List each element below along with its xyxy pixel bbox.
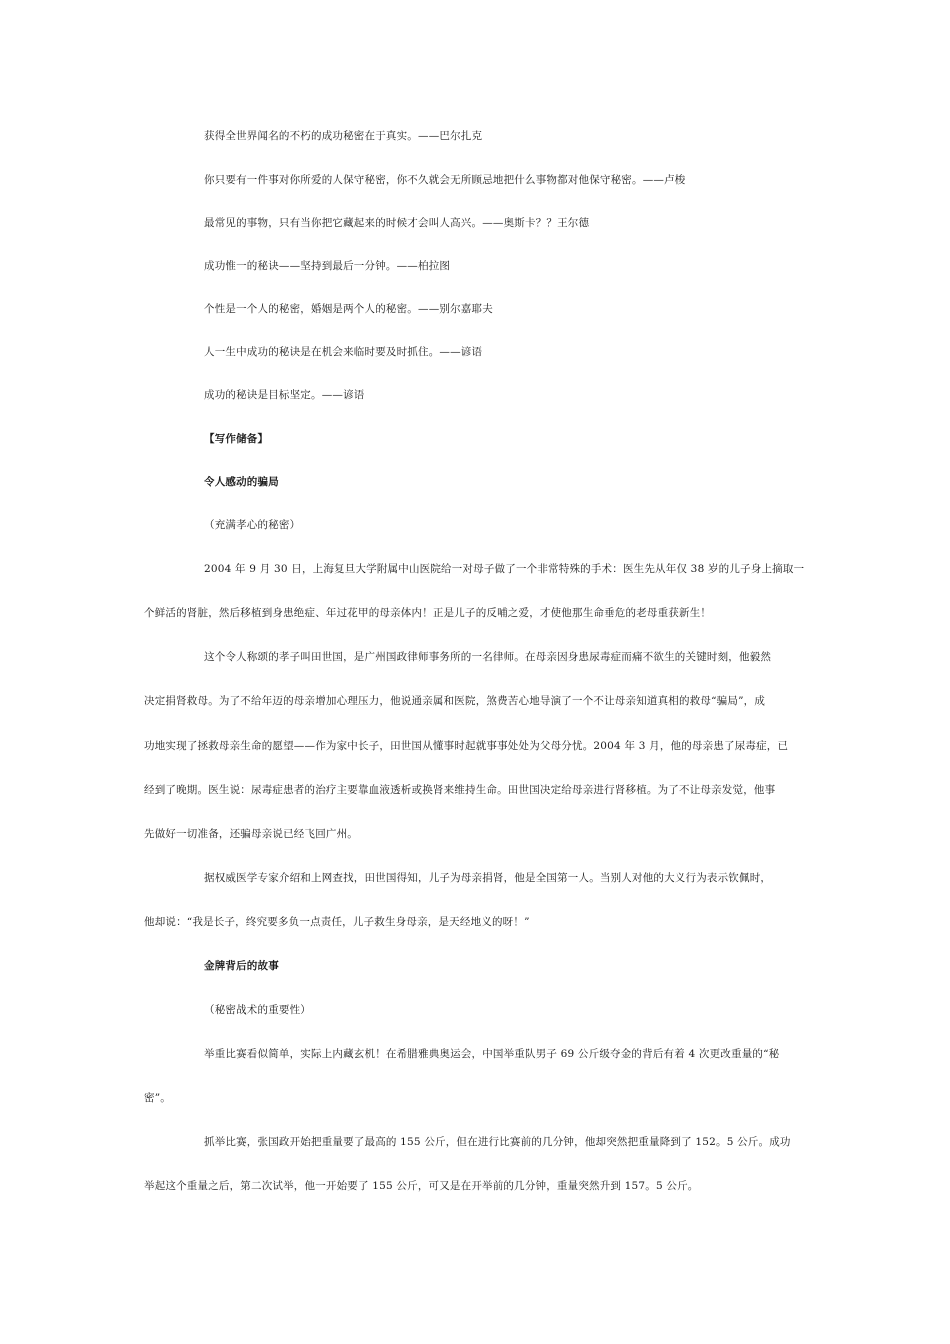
story1-p1-line1: 2004 年 9 月 30 日，上海复旦大学附属中山医院给一对母子做了一个非常特殊的手术：医生先从年仅 38 岁的儿子身上摘取一	[204, 563, 805, 575]
story1-p2-line3: 功地实现了拯救母亲生命的愿望——作为家中长子，田世国从懂事时起就事事处处为父母分忧。2004 年 3 月，他的母亲患了尿毒症，已	[144, 740, 789, 752]
quote-proverb-1: 人一生中成功的秘诀是在机会来临时要及时抓住。——谚语	[204, 346, 483, 358]
story2-p2-line2: 举起这个重量之后，第二次试举，他一开始要了 155 公斤，可又是在开举前的几分钟，重量突然升到 157。5 公斤。	[144, 1180, 699, 1192]
story1-title: 令人感动的骗局	[204, 476, 279, 488]
quote-rousseau: 你只要有一件事对你所爱的人保守秘密，你不久就会无所顾忌地把什么事物都对他保守秘密。——卢梭	[204, 174, 686, 186]
story1-p3-line2: 他却说：“我是长子，终究要多负一点责任，儿子救生身母亲，是天经地义的呀！”	[144, 916, 530, 928]
story1-p2-line1: 这个令人称颂的孝子叫田世国，是广州国政律师事务所的一名律师。在母亲因身患尿毒症而痛不欲生的关键时刻，他毅然	[204, 651, 772, 663]
story2-p1-line2: 密”。	[144, 1092, 171, 1104]
quote-berdyaev: 个性是一个人的秘密，婚姻是两个人的秘密。——别尔嘉耶夫	[204, 303, 493, 315]
story1-p2-line2: 决定捐肾救母。为了不给年迈的母亲增加心理压力，他说通亲属和医院，煞费苦心地导演了一个不让母亲知道真相的救母“骗局”，成	[144, 695, 766, 707]
quote-proverb-2: 成功的秘诀是目标坚定。——谚语	[204, 389, 365, 401]
quote-balzac: 获得全世界闻名的不朽的成功秘密在于真实。——巴尔扎克	[204, 130, 483, 142]
quote-wilde: 最常见的事物，只有当你把它藏起来的时候才会叫人高兴。——奥斯卡？？王尔德	[204, 217, 590, 229]
story1-p2-line5: 先做好一切准备，还骗母亲说已经飞回广州。	[144, 828, 358, 840]
story1-p2-line4: 经到了晚期。医生说：尿毒症患者的治疗主要靠血液透析或换肾来维持生命。田世国决定给母亲进行肾移植。为了不让母亲发觉，他事	[144, 784, 776, 796]
story1-p3-line1: 据权威医学专家介绍和上网查找，田世国得知，儿子为母亲捐肾，他是全国第一人。当别人对他的大义行为表示钦佩时，	[204, 872, 772, 884]
section-heading: 【写作储备】	[204, 433, 269, 445]
story1-subtitle: （充满孝心的秘密）	[204, 519, 301, 531]
quote-plato: 成功惟一的秘诀——坚持到最后一分钟。——柏拉图	[204, 260, 451, 272]
story2-p2-line1: 抓举比赛，张国政开始把重量要了最高的 155 公斤，但在进行比赛前的几分钟，他却突然把重量降到了 152。5 公斤。成功	[204, 1136, 791, 1148]
story1-p1-line2: 个鲜活的肾脏，然后移植到身患绝症、年过花甲的母亲体内！正是儿子的反哺之爱，才使他那生命垂危的老母重获新生！	[144, 607, 712, 619]
story2-title: 金牌背后的故事	[204, 960, 279, 972]
story2-subtitle: （秘密战术的重要性）	[204, 1004, 311, 1016]
story2-p1-line1: 举重比赛看似简单，实际上内藏玄机！在希腊雅典奥运会，中国举重队男子 69 公斤级夺金的背后有着 4 次更改重量的“秘	[204, 1048, 780, 1060]
